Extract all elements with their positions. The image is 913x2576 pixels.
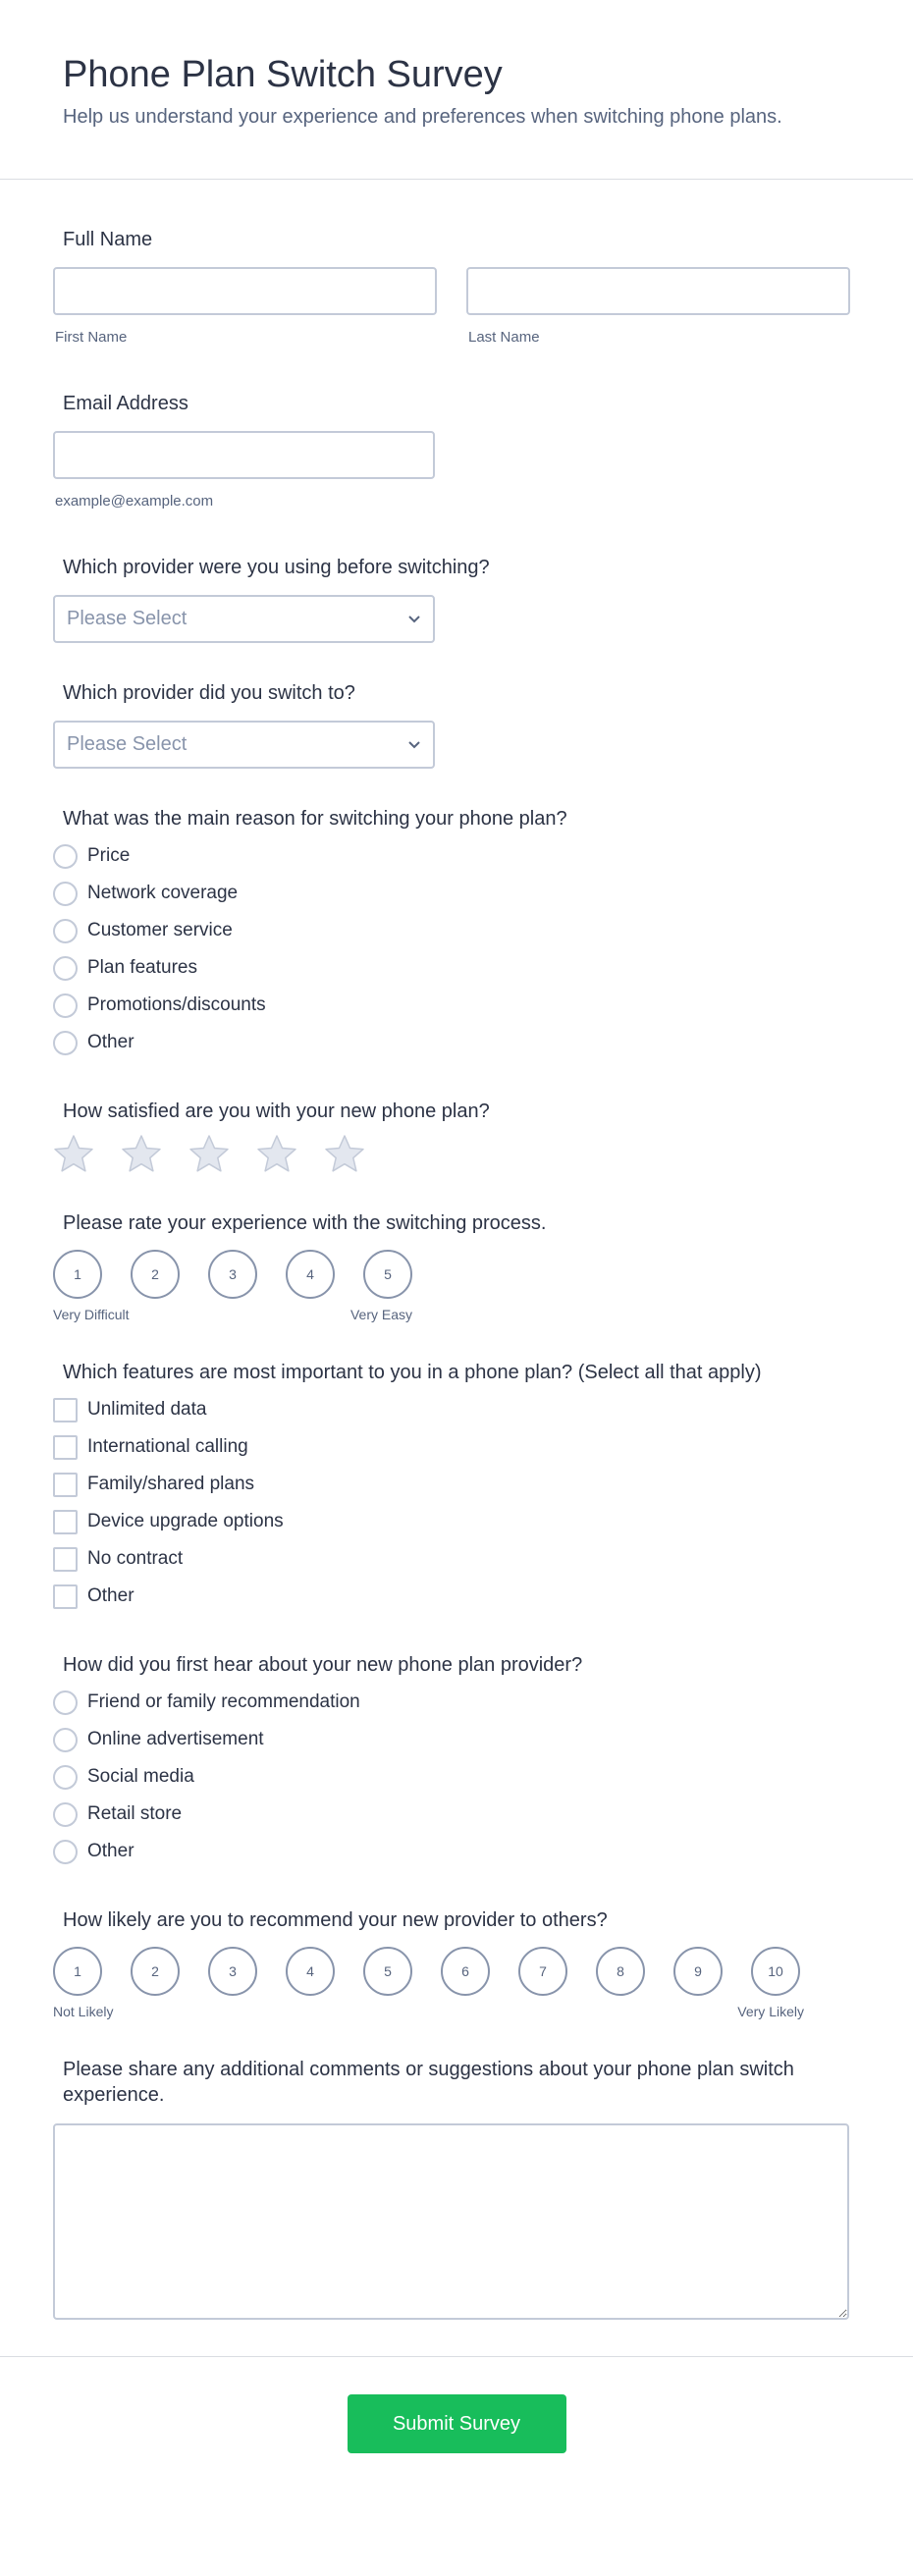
option-label: Other [87,1032,134,1052]
features-field [53,1360,860,1615]
scale-option[interactable]: 10 [751,1947,800,1996]
feature-option[interactable] [53,1503,850,1540]
email-label: Email Address [63,393,188,414]
full-name-label: Full Name [63,229,153,250]
recommend-scale [53,1947,850,1996]
reason-label: What was the main reason for switching your phone plan? [63,808,567,830]
scale-option[interactable]: 6 [441,1947,490,1996]
option-label: Customer service [87,920,233,940]
satisfaction-label: How satisfied are you with your new phone plan? [63,1100,490,1122]
option-label: Online advertisement [87,1729,264,1749]
scale-option[interactable]: 2 [131,1947,180,1996]
scale-max-label: Very Likely [737,2004,804,2019]
scale-option[interactable]: 9 [673,1947,723,1996]
radio-button[interactable] [53,882,78,906]
option-label: Other [87,1585,134,1606]
form-header [0,0,913,180]
radio-button[interactable] [53,993,78,1018]
reason-field [53,806,860,1061]
feature-option[interactable] [53,1466,850,1503]
scale-option[interactable]: 1 [53,1947,102,1996]
switch-experience-scale-labels [53,1307,412,1322]
checkbox[interactable] [53,1398,78,1422]
provider-before-placeholder: Please Select [67,608,188,629]
checkbox[interactable] [53,1510,78,1534]
option-label: Price [87,845,131,866]
scale-option[interactable]: 5 [363,1947,412,1996]
checkbox[interactable] [53,1584,78,1609]
form-footer [0,2356,913,2453]
satisfaction-field [53,1099,860,1173]
comments-label: Please share any additional comments or suggestions about your phone plan switch experience. [63,2059,794,2106]
scale-option[interactable]: 1 [53,1250,102,1299]
scale-min-label: Very Difficult [53,1307,130,1322]
submit-button[interactable]: Submit Survey [348,2394,566,2453]
checkbox[interactable] [53,1435,78,1460]
scale-option[interactable]: 5 [363,1250,412,1299]
option-label: Friend or family recommendation [87,1691,360,1712]
option-label: International calling [87,1436,248,1457]
reason-option[interactable] [53,875,850,912]
checkbox[interactable] [53,1547,78,1572]
star-icon[interactable] [324,1134,365,1173]
radio-button[interactable] [53,1728,78,1752]
switch-experience-scale [53,1250,850,1299]
scale-option[interactable]: 2 [131,1250,180,1299]
reason-options [53,837,850,1061]
first-name-input[interactable] [53,267,437,315]
option-label: Retail store [87,1803,183,1824]
recommend-field [53,1907,860,2019]
switch-experience-label: Please rate your experience with the switching process. [63,1212,547,1234]
scale-min-label: Not Likely [53,2004,114,2019]
switch-experience-field [53,1210,860,1322]
email-field [53,391,860,510]
feature-option[interactable] [53,1391,850,1428]
radio-button[interactable] [53,844,78,869]
scale-max-label: Very Easy [349,1307,412,1322]
hear-about-label: How did you first hear about your new phone plan provider? [63,1654,583,1676]
page-title: Phone Plan Switch Survey [63,54,503,95]
scale-option[interactable]: 7 [518,1947,567,1996]
features-label: Which features are most important to you in a phone plan? (Select all that apply) [63,1362,762,1383]
chevron-down-icon [407,737,421,751]
radio-button[interactable] [53,956,78,981]
email-input[interactable] [53,431,435,479]
scale-option[interactable]: 3 [208,1250,257,1299]
option-label: Plan features [87,957,197,978]
chevron-down-icon [407,612,421,625]
hear-about-field [53,1652,860,1870]
option-label: Device upgrade options [87,1511,284,1531]
provider-before-select[interactable] [53,595,435,643]
reason-option[interactable] [53,949,850,987]
hear-about-option[interactable] [53,1721,850,1758]
feature-option[interactable] [53,1540,850,1578]
radio-button[interactable] [53,1690,78,1715]
radio-button[interactable] [53,1802,78,1827]
option-label: Unlimited data [87,1399,207,1420]
hear-about-option[interactable] [53,1684,850,1721]
radio-button[interactable] [53,1765,78,1790]
first-name-group [53,267,437,346]
option-label: Social media [87,1766,194,1787]
recommend-scale-labels [53,2004,804,2019]
last-name-group [466,267,850,346]
provider-after-label: Which provider did you switch to? [63,682,355,704]
radio-button[interactable] [53,1840,78,1864]
option-label: Other [87,1841,134,1861]
scale-option[interactable]: 4 [286,1250,335,1299]
last-name-input[interactable] [466,267,850,315]
full-name-field [53,227,860,346]
email-sublabel: example@example.com [55,493,214,510]
option-label: Network coverage [87,883,239,903]
hear-about-option[interactable] [53,1796,850,1833]
star-icon[interactable] [121,1134,162,1173]
hear-about-option[interactable] [53,1758,850,1796]
page-subtitle: Help us understand your experience and preferences when switching phone plans. [63,106,782,128]
feature-option[interactable] [53,1428,850,1466]
provider-after-select[interactable] [53,721,435,769]
star-icon[interactable] [188,1134,230,1173]
provider-after-field [53,680,860,769]
first-name-sublabel: First Name [55,329,128,346]
option-label: Promotions/discounts [87,994,266,1015]
reason-option[interactable] [53,912,850,949]
scale-option[interactable]: 4 [286,1947,335,1996]
comments-textarea[interactable] [53,2123,849,2320]
option-label: No contract [87,1548,184,1569]
scale-option[interactable]: 3 [208,1947,257,1996]
feature-option[interactable] [53,1578,850,1615]
provider-after-placeholder: Please Select [67,733,188,755]
provider-before-field [53,555,860,643]
reason-option[interactable] [53,1024,850,1061]
star-icon[interactable] [53,1134,94,1173]
last-name-sublabel: Last Name [468,329,540,346]
comments-field [53,2057,860,2325]
checkbox[interactable] [53,1473,78,1497]
radio-button[interactable] [53,919,78,943]
recommend-label: How likely are you to recommend your new provider to others? [63,1909,608,1931]
hear-about-options [53,1684,850,1870]
scale-option[interactable]: 8 [596,1947,645,1996]
reason-option[interactable] [53,987,850,1024]
features-options [53,1391,850,1615]
survey-form [0,227,913,2325]
provider-before-label: Which provider were you using before switching? [63,557,490,578]
option-label: Family/shared plans [87,1474,255,1494]
reason-option[interactable] [53,837,850,875]
star-rating [53,1134,850,1173]
radio-button[interactable] [53,1031,78,1055]
star-icon[interactable] [256,1134,297,1173]
hear-about-option[interactable] [53,1833,850,1870]
